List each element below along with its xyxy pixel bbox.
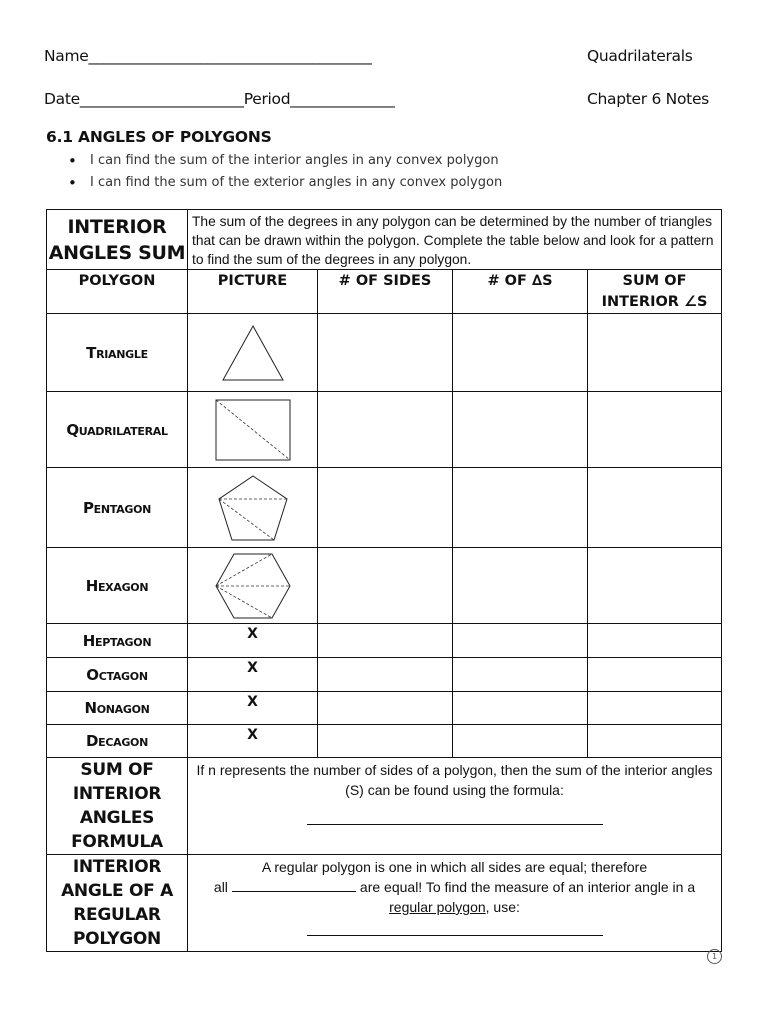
polygon-name: Triangle [47, 314, 188, 392]
no-picture-mark: X [188, 725, 318, 758]
date-period-field-label: Date______________________Period______________ [44, 90, 395, 108]
polygon-name: Quadrilateral [47, 392, 188, 468]
regular-polygon-heading: INTERIOR ANGLE OF A REGULAR POLYGON [47, 855, 188, 952]
regular-text-equal: are equal! To find the measure of an interior angle in a [359, 879, 696, 895]
sides-cell[interactable] [318, 392, 453, 468]
sum-cell[interactable] [588, 548, 722, 624]
regular-polygon-cell [188, 855, 722, 952]
table-heading: INTERIOR ANGLES SUM [47, 210, 188, 270]
table-row [47, 658, 722, 692]
rectangle-diagonal-icon [188, 392, 318, 468]
sum-cell[interactable] [588, 392, 722, 468]
sides-cell[interactable] [318, 692, 453, 725]
objective-item: • I can find the sum of the interior angles in any convex polygon [66, 150, 502, 172]
table-row [47, 692, 722, 725]
sum-cell[interactable] [588, 468, 722, 548]
sides-cell[interactable] [318, 624, 453, 658]
triangles-cell[interactable] [453, 624, 588, 658]
sum-cell[interactable] [588, 624, 722, 658]
no-picture-mark: X [188, 692, 318, 725]
page-number: 1 [707, 949, 722, 964]
polygon-name: Hexagon [47, 548, 188, 624]
regular-text-line-3 [188, 897, 721, 917]
sum-cell[interactable] [588, 692, 722, 725]
objective-item: • I can find the sum of the exterior angles in any convex polygon [66, 172, 502, 194]
angles-blank[interactable] [232, 891, 356, 892]
column-header-triangles: # OF ∆S [453, 270, 588, 314]
triangles-cell[interactable] [453, 468, 588, 548]
sides-cell[interactable] [318, 314, 453, 392]
sum-cell[interactable] [588, 658, 722, 692]
topic-label: Quadrilaterals [587, 47, 693, 65]
table-row [47, 314, 722, 392]
regular-text-use: , use: [485, 899, 520, 915]
triangles-cell[interactable] [453, 548, 588, 624]
sum-cell[interactable] [588, 314, 722, 392]
sum-cell[interactable] [588, 725, 722, 758]
regular-answer-line[interactable] [307, 935, 603, 936]
polygon-name: Decagon [47, 725, 188, 758]
sides-cell[interactable] [318, 468, 453, 548]
sides-cell[interactable] [318, 658, 453, 692]
name-field-label: Name______________________________________ [44, 47, 372, 65]
triangles-cell[interactable] [453, 725, 588, 758]
sides-cell[interactable] [318, 548, 453, 624]
table-row [47, 392, 722, 468]
section-title: 6.1 ANGLES OF POLYGONS [46, 128, 272, 146]
regular-text-line-2 [188, 877, 721, 897]
polygon-name: Octagon [47, 658, 188, 692]
triangles-cell[interactable] [453, 692, 588, 725]
no-picture-mark: X [188, 658, 318, 692]
polygon-name: Nonagon [47, 692, 188, 725]
chapter-label: Chapter 6 Notes [587, 90, 709, 108]
table-row [47, 548, 722, 624]
regular-polygon-term: regular polygon [389, 899, 486, 915]
table-row [47, 468, 722, 548]
column-header-sum: SUM OF INTERIOR ∠S [588, 270, 722, 314]
hexagon-diagonals-icon [188, 548, 318, 624]
table-row [47, 725, 722, 758]
column-header-polygon: POLYGON [47, 270, 188, 314]
polygon-name: Heptagon [47, 624, 188, 658]
interior-angles-table [46, 209, 722, 952]
column-header-sides: # OF SIDES [318, 270, 453, 314]
regular-text-line-1: A regular polygon is one in which all sides are equal; therefore [261, 859, 648, 875]
no-picture-mark: X [188, 624, 318, 658]
table-row [47, 624, 722, 658]
column-header-picture: PICTURE [188, 270, 318, 314]
sides-cell[interactable] [318, 725, 453, 758]
triangle-icon [188, 314, 318, 392]
polygon-name: Pentagon [47, 468, 188, 548]
pentagon-diagonals-icon [188, 468, 318, 548]
table-intro: The sum of the degrees in any polygon can be determined by the number of triangles that can be drawn within the polygon. Complete the table below and look for a pattern to find the sum of the degrees in any polygon. [188, 210, 722, 270]
triangles-cell[interactable] [453, 314, 588, 392]
formula-text: If n represents the number of sides of a polygon, then the sum of the interior angles (S) can be found using the formula: [196, 762, 713, 798]
triangles-cell[interactable] [453, 658, 588, 692]
objectives-list [66, 150, 502, 194]
formula-heading: SUM OF INTERIOR ANGLES FORMULA [47, 758, 188, 855]
formula-cell [188, 758, 722, 855]
regular-text-all: all [213, 879, 228, 895]
triangles-cell[interactable] [453, 392, 588, 468]
formula-answer-line[interactable] [307, 824, 603, 825]
